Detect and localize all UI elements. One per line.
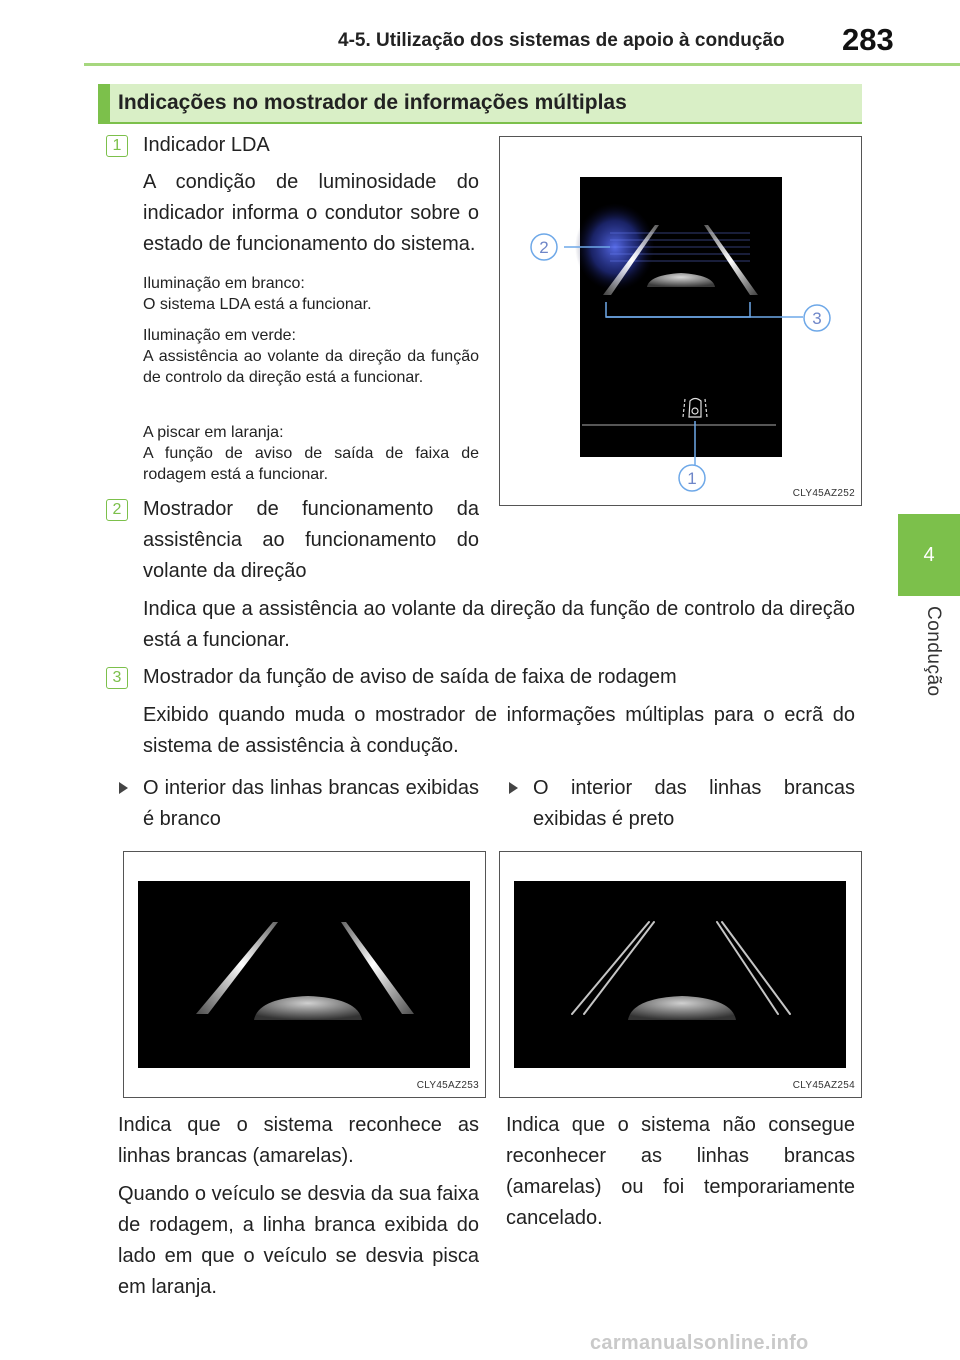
running-header: 4-5. Utilização dos sistemas de apoio à condução	[338, 30, 785, 51]
item-2-body: Indica que a assistência ao volante da direção da função de controlo da direção está a funcionar.	[143, 598, 855, 651]
main-display-figure	[499, 136, 862, 506]
left-column-paragraph-2: Quando o veículo se desvia da sua faixa de rodagem, a linha branca exibida do lado em que o veículo se desvia pisca em laranja.	[118, 1183, 479, 1298]
display-screen	[138, 881, 470, 1068]
figure-code-left: CLY45AZ253	[416, 1080, 479, 1091]
state-white-text: O sistema LDA está a funcionar.	[143, 296, 372, 313]
state-white-label: Iluminação em branco:	[143, 275, 305, 292]
main-display-illustration	[500, 137, 861, 505]
page-number: 283	[842, 22, 894, 57]
chapter-tab: 4	[898, 514, 960, 596]
state-green-label: Iluminação em verde:	[143, 327, 296, 344]
state-orange-label: A piscar em laranja:	[143, 424, 284, 441]
callout-label-3: 3	[812, 309, 822, 328]
bullet-arrow-icon	[509, 782, 518, 794]
state-green-text: A assistência ao volante da direção da função de controlo da direção está a funcionar.	[143, 348, 479, 386]
item-number-2: 2	[106, 499, 128, 521]
right-column-heading: O interior das linhas brancas exibidas é preto	[533, 777, 855, 830]
figure-code-main: CLY45AZ252	[792, 488, 855, 499]
item-1-body: A condição de luminosidade do indicador informa o condutor sobre o estado de funcionamento do sistema.	[143, 171, 479, 255]
chapter-label: Condução	[923, 606, 944, 697]
item-3-title: Mostrador da função de aviso de saída de faixa de rodagem	[143, 666, 677, 688]
lines-black-figure	[499, 851, 862, 1098]
section-title-rule	[98, 122, 862, 124]
lines-white-illustration	[124, 852, 485, 1097]
item-number-1: 1	[106, 135, 128, 157]
item-3-body: Exibido quando muda o mostrador de informações múltiplas para o ecrã do sistema de assistência à condução.	[143, 704, 855, 757]
item-2-title: Mostrador de funcionamento da assistência ao funcionamento do volante da direção	[143, 498, 479, 582]
bullet-arrow-icon	[119, 782, 128, 794]
callout-label-2: 2	[539, 238, 549, 257]
left-column-paragraph-1: Indica que o sistema reconhece as linhas brancas (amarelas).	[118, 1114, 479, 1167]
header-rule	[84, 63, 960, 66]
left-column-heading: O interior das linhas brancas exibidas é branco	[143, 777, 479, 830]
display-screen	[514, 881, 846, 1068]
item-number-3: 3	[106, 667, 128, 689]
item-1-title: Indicador LDA	[143, 134, 270, 156]
lines-white-figure	[123, 851, 486, 1098]
figure-code-right: CLY45AZ254	[792, 1080, 855, 1091]
watermark: carmanualsonline.info	[590, 1332, 809, 1354]
state-orange-text: A função de aviso de saída de faixa de rodagem está a funcionar.	[143, 445, 479, 483]
lines-black-illustration	[500, 852, 861, 1097]
right-column-paragraph-1: Indica que o sistema não consegue reconhecer as linhas brancas (amarelas) ou foi temporariamente cancelado.	[506, 1114, 855, 1229]
callout-label-1: 1	[687, 469, 697, 488]
section-title: Indicações no mostrador de informações múltiplas	[118, 91, 627, 114]
